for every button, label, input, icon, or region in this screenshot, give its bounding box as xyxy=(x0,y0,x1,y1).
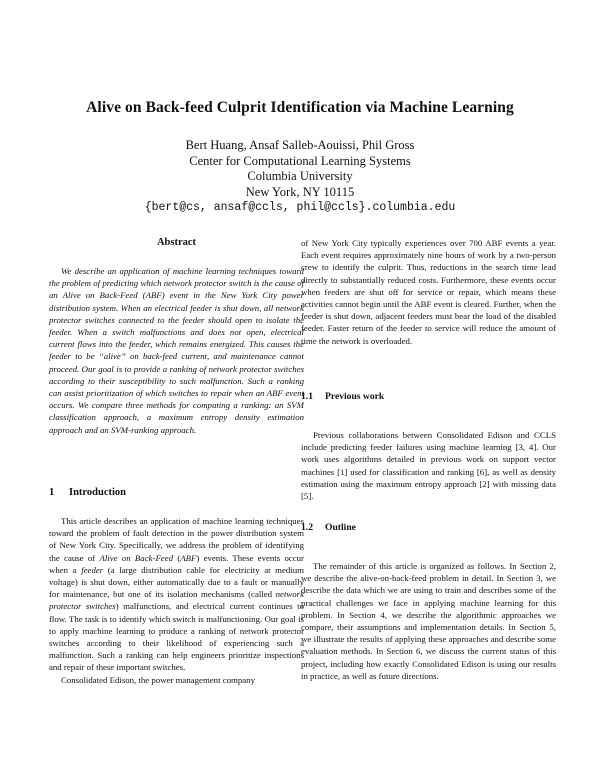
abstract-text xyxy=(49,265,304,436)
previous-work-heading xyxy=(301,391,384,402)
introduction-text-continued xyxy=(301,237,556,347)
outline-paragraph: The remainder of this article is organized as follows. In Section 2, we describe the alive-on-back-feed problem in detail. In Section 3, we describe the data which we are using to train and describes some of the practical challenges we face in applying machine learning for this problem. In Section 4, we describe the algorithmic approaches we compare, their assumptions and implementation details. In Section 5, we illustrate the results of applying these approaches and describe some evaluation methods. In Section 6, we discuss the current status of this project, including how exactly Consolidated Edison is using our results in practice, as well as future directions. xyxy=(301,561,556,681)
outline-heading xyxy=(301,522,356,533)
section-title: Introduction xyxy=(69,487,126,498)
outline-text xyxy=(301,560,556,682)
introduction-paragraph-1 xyxy=(49,515,304,674)
introduction-heading xyxy=(49,487,126,498)
subsection-title: Outline xyxy=(325,522,356,533)
previous-work-text xyxy=(301,429,556,502)
author-names: Bert Huang, Ansaf Salleb-Aouissi, Phil Gross xyxy=(185,138,415,152)
introduction-paragraph-2: Consolidated Edison, the power management company xyxy=(61,674,255,685)
abstract-heading: Abstract xyxy=(156,237,197,248)
paper-title: Alive on Back-feed Culprit Identification via Machine Learning xyxy=(86,99,514,116)
text-run: ) malfunctions, and electrical current continues to flow. The task is to identify which switch is malfunctioning. Our goal is to apply machine learning to produce a ranking of network protector switches according to their likelihood of experiencing such a malfunction. Such a ranking can help engineers prioritize inspections and repair of these important switches. xyxy=(49,601,304,673)
emphasis: network protector switches xyxy=(49,589,304,612)
text-run: (a large distribution cable for electricity at medium voltage) is shut down, either automatically due to a fault or manually for maintenance, but one of its isolation mechanisms (called xyxy=(49,564,305,600)
author-block xyxy=(0,138,600,216)
section-number: 1 xyxy=(49,487,55,498)
abstract-paragraph: We describe an application of machine learning techniques toward the problem of predicting which network protector switch is the cause of an Alive on Back-Feed (ABF) event in the New York City power distribution system. When an electrical feeder is shut down, all network protector switches connected to the feeder should open to isolate the feeder. When a switch malfunctions and does not open, electrical current flows into the feeder, which remains energized. This causes the feeder to be “alive” on back-feed current, and maintenance cannot proceed. Our goal is to provide a ranking of network protector switches according to their susceptibility to such malfunction. Such a ranking can assist prioritization of which switches to repair when an ABF event occurs. We compare three methods for computing a ranking: an SVM classification approach, a maximum entropy density estimation approach and an SVM-ranking approach. xyxy=(49,266,304,435)
text-run: This article describes an application of machine learning techniques toward the problem of fault detection in the power distribution system of New York City. Specifically, we address the problem of identifying the cause of xyxy=(49,516,304,563)
previous-work-paragraph: Previous collaborations between Consolidated Edison and CCLS include predicting feeder failures using machine learning [3, 4]. Our work uses algorithms detailed in previous work on support vector machines [1] used for classification and ranking [6], as well as density estimation using the maximum entropy approach [2] with missing data [5]. xyxy=(301,430,556,502)
introduction-text xyxy=(49,515,304,686)
subsection-number: 1.2 xyxy=(301,522,313,533)
author-location: New York, NY 10115 xyxy=(245,184,355,199)
author-emails: {bert@cs, ansaf@ccls, phil@ccls}.columbia.edu xyxy=(144,201,456,214)
author-affiliation: Center for Computational Learning Systems xyxy=(189,153,411,168)
text-run: ) events. These events occur when a xyxy=(49,552,304,575)
subsection-number: 1.1 xyxy=(301,391,313,402)
author-university: Columbia University xyxy=(247,169,353,183)
emphasis: Alive on Back-Feed xyxy=(99,552,174,563)
emphasis: feeder xyxy=(81,564,104,575)
introduction-paragraph-2-continued: of New York City typically experiences over 700 ABF events a year. Each event requires approximately nine hours of work by a two-person crew to identify the culprit. Thus, reductions in the search time lead directly to substantially reduced costs. Furthermore, these events occur when feeders are shut off for service or repair, which means these activities cannot begin until the ABF event is cleared. Further, when the feeder is shut down, adjacent feeders must bear the load of the disabled feeder. Faster return of the feeder to service will reduce the amount of time the network is overloaded. xyxy=(301,238,556,346)
emphasis: ABF xyxy=(180,552,197,563)
text-run: ( xyxy=(173,552,181,563)
subsection-title: Previous work xyxy=(325,391,385,402)
